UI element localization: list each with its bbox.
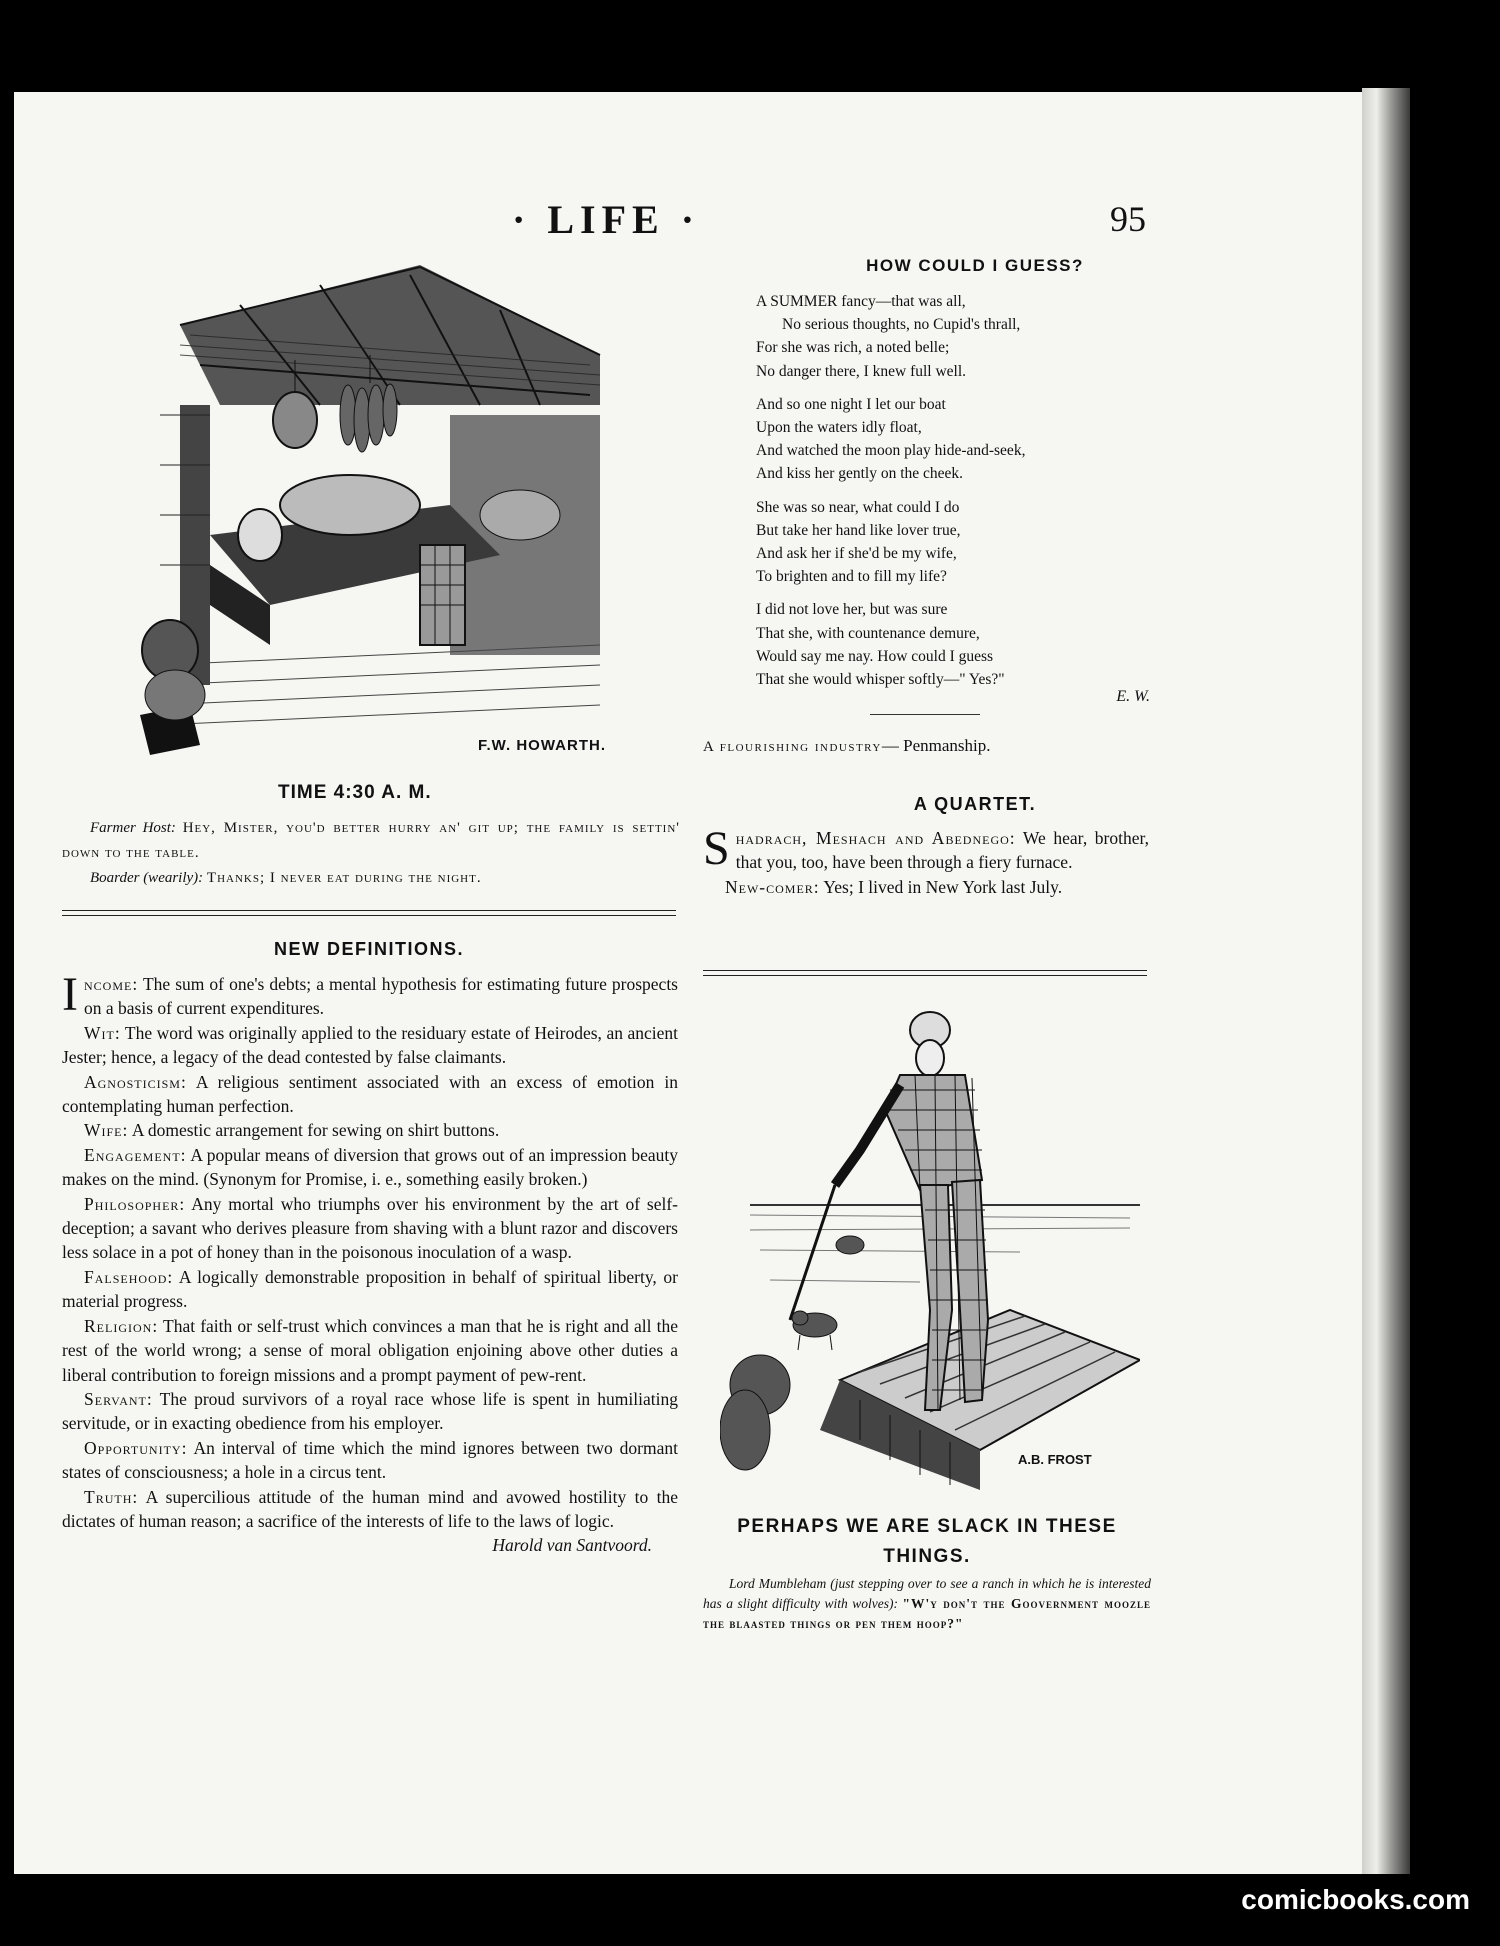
quartet-body <box>703 822 1149 899</box>
definition-text: An interval of time which the mind ignores between two dormant states of consciousness; a hole in a circus tent. <box>62 1437 678 1483</box>
caption-speaker: Lord Mumbleham (just stepping over to see a ranch in which he is interested has a slight difficulty with wolves): <box>703 1576 1151 1611</box>
definition-entry <box>62 1265 678 1314</box>
illustration-caption <box>62 816 680 891</box>
poem-line: That she would whisper softly—" Yes?" <box>756 671 1005 689</box>
definition-text: The sum of one's debts; a mental hypothesis for estimating future prospects on a basis of current expenditures. <box>83 974 678 1019</box>
definition-entry <box>62 1192 678 1265</box>
definition-text: A religious sentiment associated with an excess of emotion in contemplating human perfection. <box>62 1071 678 1117</box>
poem-line: No danger there, I knew full well. <box>756 362 967 380</box>
caption-speaker: Farmer Host: <box>90 820 176 836</box>
definition-entry <box>62 1143 678 1192</box>
quartet-paragraph <box>703 875 1149 899</box>
poem-line: Would say me nay. How could I guess <box>756 647 994 665</box>
definition-text: A domestic arrangement for sewing on shirt buttons. <box>131 1120 500 1141</box>
caption-speaker-2: Boarder (wearily): <box>90 870 204 886</box>
illustration-signature: F.W. HOWARTH. <box>478 737 606 754</box>
illustration-caption-title: TIME 4:30 A. M. <box>278 782 432 803</box>
definition-text: A logically demonstrable proposition in behalf of spiritual liberty, or material progress. <box>62 1266 678 1312</box>
poem-line: And ask her if she'd be my wife, <box>756 545 957 563</box>
masthead: · LIFE · <box>512 197 701 242</box>
definition-term: Wife: <box>84 1120 129 1141</box>
poem-title: HOW COULD I GUESS? <box>866 256 1084 275</box>
definition-term: Falsehood: <box>84 1266 174 1287</box>
drop-cap: I <box>62 968 78 1021</box>
short-rule <box>870 714 980 715</box>
definitions-author: Harold van Santvoord. <box>492 1535 652 1556</box>
illustration-signature-2: A.B. FROST <box>1018 1452 1092 1467</box>
site-watermark: comicbooks.com <box>1241 1884 1470 1915</box>
caption-quote: "W'y don't the Goovernment moozle the blaasted things or pen them hoop?" <box>703 1596 1151 1631</box>
flourishing-text: — Penmanship. <box>881 736 991 755</box>
quartet-text: We hear, brother, that you, too, have been through a fiery furnace. <box>735 828 1149 873</box>
page-spine <box>1362 88 1410 1874</box>
flourishing-label: A flourishing industry <box>703 739 882 755</box>
definition-entry <box>62 968 678 1021</box>
quartet-text: Yes; I lived in New York last July. <box>823 876 1063 897</box>
ranch-illustration <box>720 990 1140 1490</box>
definitions-title: NEW DEFINITIONS. <box>274 939 464 959</box>
definition-entry <box>62 1118 678 1142</box>
poem-stanza <box>756 290 1156 383</box>
definition-entry <box>62 1436 678 1485</box>
definition-entry <box>62 1387 678 1436</box>
definition-text: That faith or self-trust which convinces a man that he is right and all the rest of the world wrong; a sense of moral obligation enjoining above other duties a liberal contribution to foreign missions and a prompt payment of pew-rent. <box>62 1315 679 1385</box>
quartet-title: A QUARTET. <box>913 794 1037 814</box>
drop-cap: S <box>703 822 730 875</box>
poem-author: E. W. <box>1116 688 1150 705</box>
attic-illustration <box>120 265 640 775</box>
poem-line: A SUMMER fancy—that was all, <box>756 293 966 310</box>
definition-term: Religion: <box>84 1315 159 1336</box>
definition-text: Any mortal who triumphs over his environment by the art of self-deception; a savant who derives pleasure from shaving with a blunt razor and discovers less solace in a pot of honey than in the poisonous inoculation of a wasp. <box>62 1193 678 1263</box>
poem-line: And watched the moon play hide-and-seek, <box>756 442 1026 460</box>
definition-entry <box>62 1485 678 1534</box>
definition-text: A popular means of diversion that grows out of an impression beauty makes on the mind. (Synonym for Promise, i. e., something easily broken.) <box>62 1144 678 1190</box>
poem-line: And kiss her gently on the cheek. <box>756 465 964 483</box>
definition-term: Truth: <box>84 1486 139 1507</box>
definition-term: Opportunity: <box>84 1437 188 1458</box>
poem-line: I did not love her, but was sure <box>756 601 948 619</box>
cartoon-caption <box>703 1574 1151 1634</box>
definition-term: Wit: <box>84 1022 121 1043</box>
definition-text: The proud survivors of a royal race whose life is spent in humiliating servitude, or in exacting obedience from his employer. <box>62 1388 678 1434</box>
quartet-paragraph <box>703 822 1149 875</box>
poem-stanza <box>756 598 1156 691</box>
poem-body <box>756 290 1156 701</box>
definition-term: Servant: <box>84 1388 153 1409</box>
caption-dialogue: Hey, Mister, you'd better hurry an' git up; the family is settin' down to the table. <box>62 820 680 861</box>
definition-text: A supercilious attitude of the human mind and avowed hostility to the dictates of human reason; a sacrifice of the interests of life to the laws of logic. <box>62 1486 678 1531</box>
poem-line: She was so near, what could I do <box>756 498 960 516</box>
definitions-body <box>62 968 679 1558</box>
definition-text: The word was originally applied to the residuary estate of Heirodes, an ancient Jester; hence, a legacy of the dead contested by false claimants. <box>62 1022 678 1068</box>
cartoon-title: PERHAPS WE ARE SLACK IN THESE THINGS. <box>737 1516 1117 1567</box>
double-rule-right <box>703 970 1147 976</box>
poem-line: For she was rich, a noted belle; <box>756 339 950 357</box>
definition-entry <box>62 1021 678 1070</box>
definition-entry <box>62 1070 678 1119</box>
poem-line: But take her hand like lover true, <box>756 521 961 539</box>
poem-stanza <box>756 393 1156 486</box>
definition-entry <box>62 1314 678 1387</box>
caption-dialogue-2: Thanks; I never eat during the night. <box>206 870 482 886</box>
definition-term: Agnosticism: <box>84 1071 187 1092</box>
poem-line: Upon the waters idly float, <box>756 419 922 437</box>
definition-term: Engagement: <box>84 1144 187 1165</box>
quartet-speaker: hadrach, Meshach and Abednego: <box>735 828 1016 848</box>
poem-line: That she, with countenance demure, <box>756 624 980 642</box>
definition-term: Philosopher: <box>84 1193 186 1214</box>
poem-line: And so one night I let our boat <box>756 395 946 413</box>
double-rule <box>62 910 676 916</box>
definition-term: ncome: <box>83 974 139 994</box>
flourishing-line <box>703 736 990 756</box>
poem-line: To brighten and to fill my life? <box>756 568 947 586</box>
poem-line: No serious thoughts, no Cupid's thrall, <box>782 316 1021 334</box>
poem-stanza <box>756 496 1156 589</box>
page-number: 95 <box>1110 199 1146 239</box>
quartet-speaker: New-comer: <box>725 876 820 897</box>
